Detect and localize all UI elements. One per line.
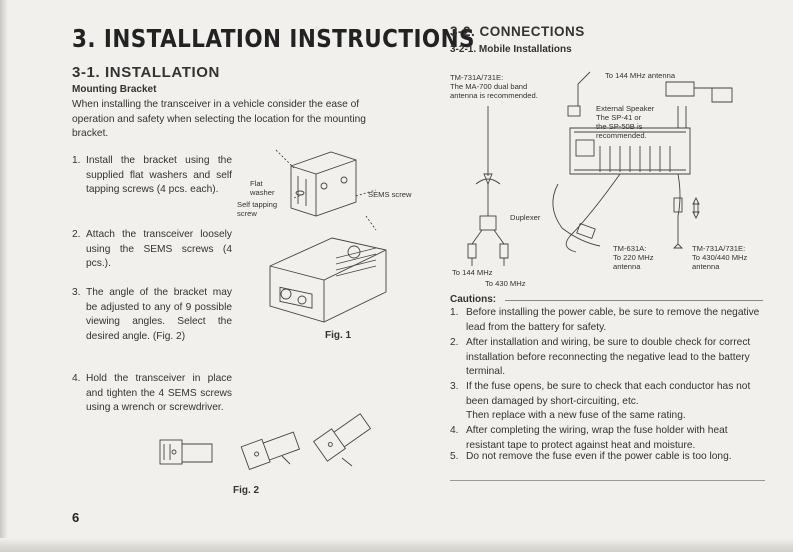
- bottom-divider: [450, 480, 765, 481]
- caution-text: After completing the wiring, wrap the fuse holder with heat resistant tape to protect against heat and moisture.: [466, 425, 728, 451]
- label-tm631-antenna: TM-631A: To 220 MHz antenna: [613, 244, 654, 271]
- caution-1: [450, 306, 765, 335]
- caution-3: [450, 380, 765, 424]
- step-number: 4.: [72, 373, 81, 384]
- step-text: The angle of the bracket may be adjusted to any of 9 possible viewing angles. Select the desired angle. (Fig. 2): [86, 287, 232, 342]
- chapter-title: 3. INSTALLATION INSTRUCTIONS: [72, 24, 475, 53]
- page-bottom-shadow: [0, 538, 793, 552]
- callout-flat-washer: Flat washer: [250, 179, 275, 197]
- label-tm731-430-antenna: TM-731A/731E: To 430/440 MHz antenna: [692, 244, 748, 271]
- section-title-installation: 3-1. INSTALLATION: [72, 64, 220, 81]
- caution-5: [450, 450, 765, 465]
- step-3: [72, 286, 232, 344]
- fig2-angle-illustration: [150, 400, 380, 480]
- caution-2: [450, 336, 765, 380]
- caution-number: 2.: [450, 337, 459, 348]
- caution-text: Before installing the power cable, be sure to remove the negative lead from the battery for safety.: [466, 307, 760, 333]
- label-duplexer: Duplexer: [510, 213, 541, 222]
- cautions-divider: [505, 300, 763, 301]
- step-1: [72, 154, 232, 198]
- step-number: 3.: [72, 287, 81, 298]
- label-tm731-dual-band-note: TM-731A/731E: The MA-700 dual band antenna is recommended.: [450, 73, 538, 100]
- fig2-caption: Fig. 2: [233, 485, 260, 496]
- step-number: 2.: [72, 229, 81, 240]
- fig1-caption: Fig. 1: [325, 330, 352, 341]
- section-title-connections: 3-2. CONNECTIONS: [450, 24, 585, 39]
- step-text: Attach the transceiver loosely using the SEMS screws (4 pcs.).: [86, 229, 232, 270]
- subsection-mounting-bracket: Mounting Bracket: [72, 84, 157, 95]
- caution-number: 1.: [450, 307, 459, 318]
- step-text: Hold the transceiver in place and tighten the 4 SEMS screws using a wrench or screwdriver.: [86, 373, 232, 414]
- caution-number: 3.: [450, 381, 459, 392]
- caution-4: [450, 424, 765, 453]
- caution-text: After installation and wiring, be sure to double check for correct installation before reconnecting the negative lead to the battery terminal.: [466, 337, 751, 378]
- label-to-144-antenna-top: To 144 MHz antenna: [605, 71, 676, 80]
- caution-text: Do not remove the fuse even if the power cable is too long.: [466, 451, 732, 462]
- step-2: [72, 228, 232, 272]
- step-number: 1.: [72, 155, 81, 166]
- cautions-heading: Cautions:: [450, 294, 497, 305]
- step-text: Install the bracket using the supplied flat washers and self tapping screws (4 pcs. each).: [86, 155, 232, 196]
- caution-text: If the fuse opens, be sure to check that each conductor has not been damaged by short-circuiting, etc. Then replace with a new fuse of the same rating.: [466, 381, 751, 422]
- fig1-bracket-illustration: [236, 146, 396, 336]
- label-to-144-bottom: To 144 MHz: [452, 268, 493, 277]
- callout-sems-screw: SEMS screw: [368, 190, 412, 199]
- callout-self-tapping-screw: Self tapping screw: [237, 200, 278, 218]
- page-binding-shadow: [0, 0, 8, 552]
- caution-number: 4.: [450, 425, 459, 436]
- caution-number: 5.: [450, 451, 459, 462]
- intro-paragraph: When installing the transceiver in a vehicle consider the ease of operation and safety when selecting the location for the mounting bracket.: [72, 99, 366, 140]
- subsection-mobile-installations: 3-2-1. Mobile Installations: [450, 44, 572, 55]
- label-to-430: To 430 MHz: [485, 279, 526, 288]
- page-number: 6: [72, 510, 80, 525]
- label-external-speaker: External Speaker The SP-41 or the SP-50B is recommended.: [596, 104, 655, 140]
